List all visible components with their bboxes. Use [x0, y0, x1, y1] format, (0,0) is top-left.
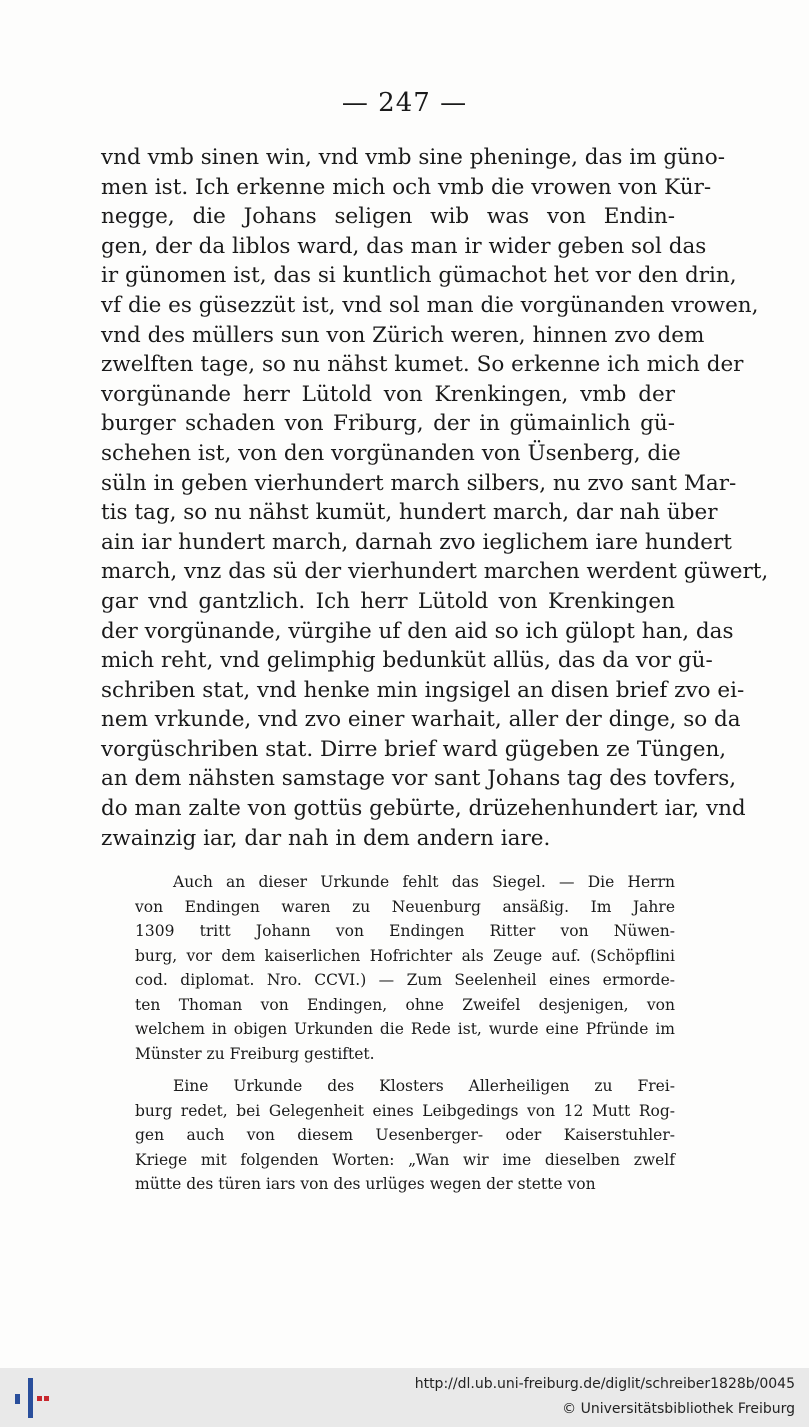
- logo-bar-center: [28, 1378, 33, 1418]
- main-text-line: süln in geben vierhundert march silbers, nu zvo sant Mar-: [101, 470, 737, 496]
- main-text-line: an dem nähsten samstage vor sant Johans tag des tovfers,: [101, 766, 737, 792]
- main-text-line: gen, der da liblos ward, das man ir wider geben sol das: [101, 233, 707, 259]
- main-text-line: vf die es güsezzüt ist, vnd sol man die vorgünanden vrowen,: [101, 292, 759, 318]
- main-text-line: ain iar hundert march, darnah zvo ieglichem iare hundert: [101, 529, 732, 555]
- main-text-line: nem vrkunde, vnd zvo einer warhait, aller der dinge, so da: [101, 707, 741, 733]
- main-text-line: tis tag, so nu nähst kumüt, hundert march, dar nah über: [101, 500, 718, 526]
- logo-bar-left: [15, 1394, 20, 1404]
- main-text-line: negge, die Johans seligen wib was von Endin-: [101, 204, 675, 230]
- main-text-line: vorgünande herr Lütold von Krenkingen, vmb der: [101, 381, 675, 407]
- notes-block: [135, 870, 675, 1205]
- main-text-line: schriben stat, vnd henke min ingsigel an disen brief zvo ei-: [101, 677, 745, 703]
- main-text-line: vnd des müllers sun von Zürich weren, hinnen zvo dem: [101, 322, 705, 348]
- main-text-line: men ist. Ich erkenne mich och vmb die vrowen von Kür-: [101, 174, 712, 200]
- note-line: cod. diplomat. Nro. CCVI.) — Zum Seelenheil eines ermorde-: [135, 971, 675, 989]
- note-line: Münster zu Freiburg gestiftet.: [135, 1044, 375, 1063]
- note-line: ten Thoman von Endingen, ohne Zweifel desjenigen, von: [135, 995, 675, 1014]
- main-text-line: vorgüschriben stat. Dirre brief ward gügeben ze Tüngen,: [101, 736, 727, 762]
- main-text-line: zwainzig iar, dar nah in dem andern iare.: [101, 825, 551, 851]
- note-line: mütte des türen iars von des urlüges wegen der stette von: [135, 1175, 596, 1193]
- viewer-footer: [0, 1368, 809, 1427]
- main-text-line: mich reht, vnd gelimphig bedunküt allüs, das da vor gü-: [101, 648, 713, 674]
- main-text-line: vnd vmb sinen win, vnd vmb sine pheninge, das im güno-: [101, 145, 725, 170]
- main-text-line: burger schaden von Friburg, der in gümainlich gü-: [101, 411, 675, 437]
- note-line: 1309 tritt Johann von Endingen Ritter von Nüwen-: [135, 922, 675, 940]
- note-line: Auch an dieser Urkunde fehlt das Siegel. — Die Herrn: [173, 873, 675, 891]
- note-paragraph-1: [135, 870, 675, 1066]
- note-line: Eine Urkunde des Klosters Allerheiligen zu Frei-: [173, 1077, 675, 1095]
- main-text-line: zwelften tage, so nu nähst kumet. So erkenne ich mich der: [101, 352, 744, 378]
- main-text-line: gar vnd gantzlich. Ich herr Lütold von Krenkingen: [101, 588, 675, 614]
- note-paragraph-2: [135, 1074, 675, 1197]
- note-line: Kriege mit folgenden Worten: „Wan wir ime dieselben zwelf: [135, 1150, 675, 1169]
- document-url-link[interactable]: http://dl.ub.uni-freiburg.de/diglit/schreiber1828b/0045: [414, 1376, 795, 1392]
- copyright-notice: © Universitätsbibliothek Freiburg: [562, 1401, 795, 1417]
- logo-dash-1: [37, 1396, 42, 1401]
- main-text-line: march, vnz das sü der vierhundert marchen werdent güwert,: [101, 559, 769, 585]
- note-line: burg redet, bei Gelegenheit eines Leibgedings von 12 Mutt Rog-: [135, 1101, 675, 1120]
- main-text-line: ir günomen ist, das si kuntlich gümachot het vor den drin,: [101, 263, 737, 289]
- main-text-line: der vorgünande, vürgihe uf den aid so ich gülopt han, das: [101, 618, 734, 644]
- ub-freiburg-logo-icon[interactable]: [13, 1374, 53, 1422]
- main-text-line: schehen ist, von den vorgünanden von Üsenberg, die: [101, 440, 681, 466]
- note-line: gen auch von diesem Uesenberger- oder Kaiserstuhler-: [135, 1126, 675, 1144]
- note-line: burg, vor dem kaiserlichen Hofrichter als Zeuge auf. (Schöpflini: [135, 946, 675, 965]
- note-line: welchem in obigen Urkunden die Rede ist, wurde eine Pfründe im: [135, 1020, 675, 1038]
- main-text-line: do man zalte von gottüs gebürte, drüzehenhundert iar, vnd: [101, 796, 746, 822]
- main-text-block: [101, 143, 769, 853]
- logo-dash-2: [44, 1396, 49, 1401]
- page-number: — 247 —: [341, 88, 468, 118]
- note-line: von Endingen waren zu Neuenburg ansäßig. Im Jahre: [135, 897, 675, 916]
